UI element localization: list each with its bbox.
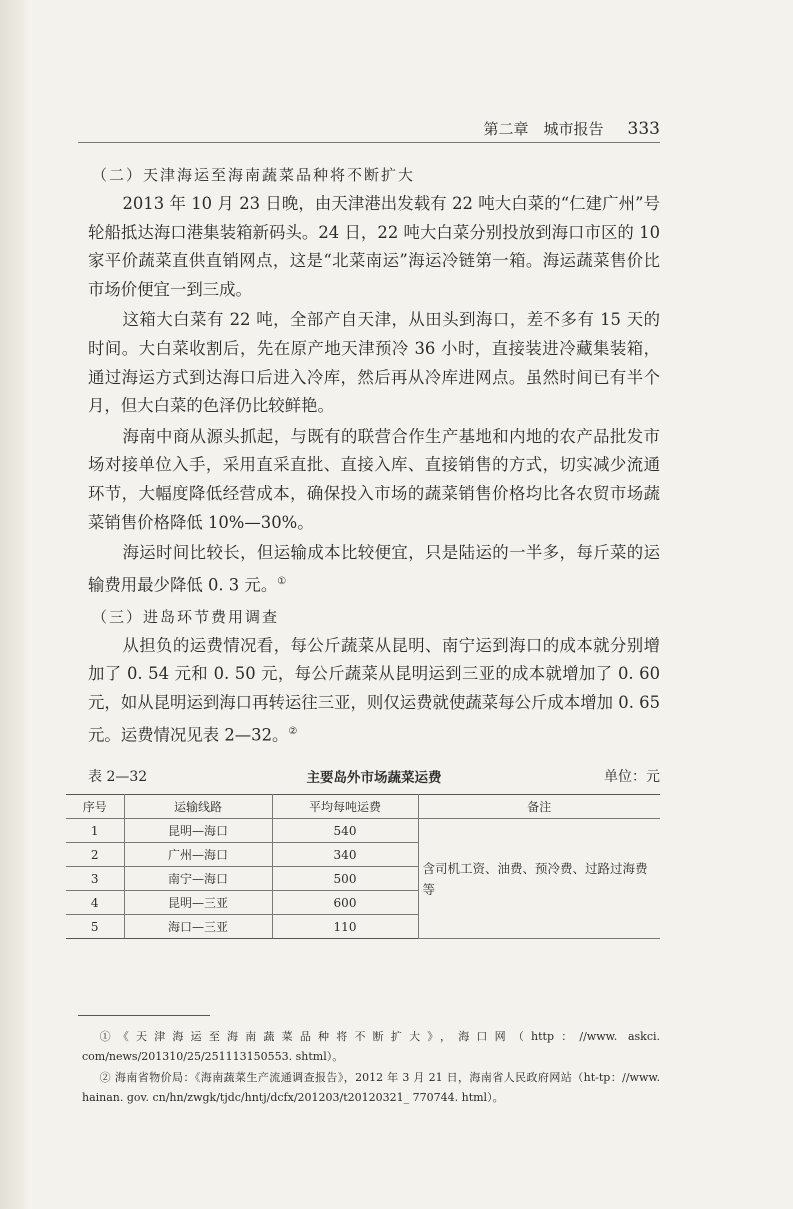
cell-fee: 110 bbox=[272, 915, 418, 939]
cell-no: 4 bbox=[66, 891, 124, 915]
table-caption bbox=[88, 766, 660, 788]
footnote: ①《天津海运至海南蔬菜品种将不断扩大》，海口网（http：//www. askci. com/news/201310/25/251113150553. shtml）。 bbox=[82, 1030, 660, 1063]
running-header bbox=[78, 118, 660, 142]
paragraph: 从担负的运费情况看，每公斤蔬菜从昆明、南宁运到海口的成本就分别增加了 0. 54 元和 0. 50 元，每公斤蔬菜从昆明运到三亚的成本就增加了 0. 60 元，如从昆明运到海口再转运往三亚，则仅运费就使蔬菜每公斤成本增加 0. 65 元。运费情况见表 2—32。② bbox=[88, 635, 660, 745]
paragraph: 海南中商从源头抓起，与既有的联营合作生产基地和内地的农产品批发市场对接单位入手，采用直采直批、直接入库、直接销售的方式，切实减少流通环节，大幅度降低经营成本，确保投入市场的蔬菜销售价格均比各农贸市场蔬菜销售价格降低 10%—30%。 bbox=[88, 426, 660, 532]
table-header-row bbox=[66, 795, 660, 819]
freight-table bbox=[66, 794, 660, 939]
chapter-title: 第二章 城市报告 bbox=[483, 120, 604, 138]
cell-no: 5 bbox=[66, 915, 124, 939]
cell-route: 南宁—海口 bbox=[124, 867, 272, 891]
section-heading: （二）天津海运至海南蔬菜品种将不断扩大 bbox=[92, 166, 416, 184]
paragraph: 海运时间比较长，但运输成本比较便宜，只是陆运的一半多，每斤菜的运输费用最少降低 0. 3 元。① bbox=[88, 543, 660, 595]
cell-fee: 600 bbox=[272, 891, 418, 915]
footnote: ② 海南省物价局：《海南蔬菜生产流通调查报告》，2012 年 3 月 21 日，海南省人民政府网站（ht-tp：//www. hainan. gov. cn/hn/zwgk/tjdc/hntj/dcfx/201203/t20120321_ 770744. html）。 bbox=[82, 1071, 660, 1104]
column-header: 备注 bbox=[418, 795, 660, 819]
header-rule bbox=[78, 142, 660, 143]
scan-binding-shadow bbox=[0, 0, 30, 1209]
page-number: 333 bbox=[627, 119, 660, 139]
table-number: 表 2—32 bbox=[88, 769, 148, 785]
cell-no: 3 bbox=[66, 867, 124, 891]
footnotes bbox=[82, 1027, 660, 1109]
column-header: 平均每吨运费 bbox=[272, 795, 418, 819]
cell-route: 广州—海口 bbox=[124, 843, 272, 867]
section-heading: （三）进岛环节费用调查 bbox=[92, 607, 280, 626]
cell-route: 海口—三亚 bbox=[124, 915, 272, 939]
table-unit: 单位：元 bbox=[604, 769, 660, 785]
cell-route: 昆明—三亚 bbox=[124, 891, 272, 915]
footnote-marker[interactable]: ① bbox=[277, 575, 287, 587]
column-header: 运输线路 bbox=[124, 795, 272, 819]
paragraph: 2013 年 10 月 23 日晚，由天津港出发载有 22 吨大白菜的“仁建广州”号轮船抵达海口港集装箱新码头。24 日，22 吨大白菜分别投放到海口市区的 10 家平价蔬菜直供直销网点，这是“北菜南运”海运冷链第一箱。海运蔬菜售价比市场价便宜一到三成。 bbox=[88, 194, 660, 299]
table-row bbox=[66, 819, 660, 843]
cell-no: 2 bbox=[66, 843, 124, 867]
cell-no: 1 bbox=[66, 819, 124, 843]
column-header: 序号 bbox=[66, 795, 124, 819]
table-title: 主要岛外市场蔬菜运费 bbox=[306, 770, 442, 786]
body-text bbox=[88, 160, 660, 752]
cell-route: 昆明—海口 bbox=[124, 819, 272, 843]
footnote-rule bbox=[78, 1015, 210, 1016]
cell-fee: 340 bbox=[272, 843, 418, 867]
cell-fee: 500 bbox=[272, 867, 418, 891]
cell-fee: 540 bbox=[272, 819, 418, 843]
cell-note: 含司机工资、油费、预冷费、过路过海费等 bbox=[418, 819, 660, 939]
footnote-marker[interactable]: ② bbox=[288, 725, 298, 737]
paragraph: 这箱大白菜有 22 吨，全部产自天津，从田头到海口，差不多有 15 天的时间。大白菜收割后，先在原产地天津预冷 36 小时，直接装进冷藏集装箱，通过海运方式到达海口后进入冷库，然后再从冷库进网点。虽然时间已有半个月，但大白菜的色泽仍比较鲜艳。 bbox=[88, 310, 660, 416]
